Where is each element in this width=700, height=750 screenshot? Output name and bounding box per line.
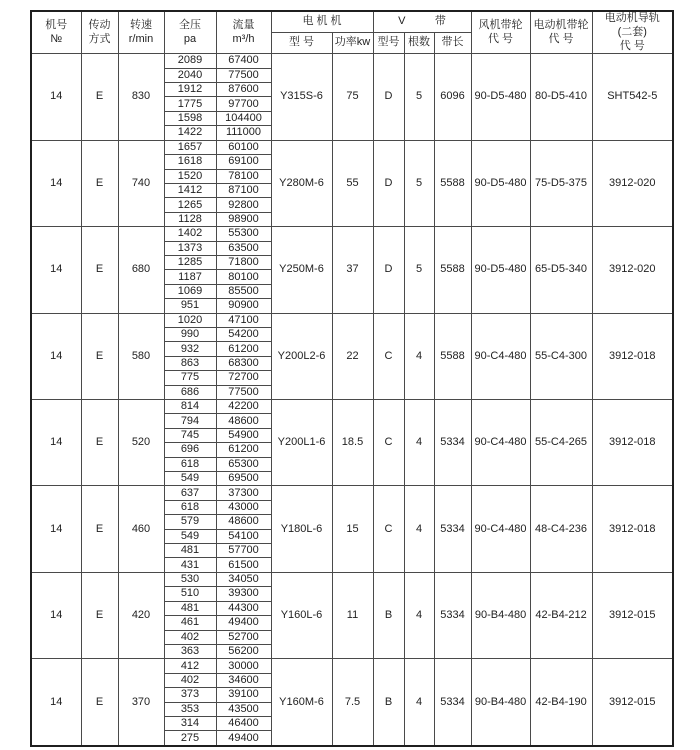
- cell-flow: 54900: [216, 428, 271, 442]
- cell-flow: 77500: [216, 68, 271, 82]
- cell-belt-type: C: [373, 313, 404, 399]
- cell-pressure: 2040: [164, 68, 216, 82]
- cell-flow: 61200: [216, 443, 271, 457]
- table-row: [31, 54, 673, 68]
- cell-pressure: 1265: [164, 198, 216, 212]
- cell-pressure: 1285: [164, 255, 216, 269]
- cell-rail-code: 3912-018: [592, 313, 673, 399]
- header-pressure-line1: 全压: [179, 18, 201, 31]
- cell-belt-length: 5334: [434, 400, 471, 486]
- cell-motor-pulley: 48-C4-236: [530, 486, 592, 572]
- header-motor-rail-line1: 电动机导轨: [604, 12, 660, 24]
- cell-flow: 97700: [216, 97, 271, 111]
- cell-pressure: 2089: [164, 54, 216, 68]
- cell-belt-count: 4: [404, 486, 434, 572]
- cell-drive-mode: E: [81, 140, 118, 226]
- header-motor-group: 电 机 机: [271, 11, 373, 32]
- cell-motor-power: 11: [332, 572, 373, 658]
- cell-pressure: 775: [164, 371, 216, 385]
- cell-flow: 48600: [216, 515, 271, 529]
- cell-belt-count: 5: [404, 227, 434, 313]
- header-pressure-line2: pa: [183, 32, 197, 45]
- cell-belt-type: B: [373, 572, 404, 658]
- cell-fan-pulley: 90-C4-480: [471, 400, 530, 486]
- cell-flow: 78100: [216, 169, 271, 183]
- header-motor-pulley: [530, 11, 592, 54]
- cell-belt-length: 5588: [434, 313, 471, 399]
- cell-flow: 87100: [216, 183, 271, 197]
- cell-motor-power: 22: [332, 313, 373, 399]
- cell-belt-length: 5334: [434, 659, 471, 746]
- cell-flow: 34600: [216, 673, 271, 687]
- cell-pressure: 1373: [164, 241, 216, 255]
- cell-motor-model: Y180L-6: [271, 486, 332, 572]
- cell-pressure: 863: [164, 356, 216, 370]
- cell-flow: 44300: [216, 601, 271, 615]
- cell-drive-mode: E: [81, 54, 118, 140]
- cell-flow: 49400: [216, 731, 271, 746]
- header-motor-rail-line3: 代 号: [619, 39, 645, 52]
- cell-pressure: 1657: [164, 140, 216, 154]
- header-flow: [216, 11, 271, 54]
- header-fan-pulley-line1: 风机带轮: [478, 18, 523, 31]
- cell-speed: 830: [118, 54, 164, 140]
- cell-speed: 580: [118, 313, 164, 399]
- cell-pressure: 1412: [164, 183, 216, 197]
- cell-motor-model: Y200L2-6: [271, 313, 332, 399]
- cell-pressure: 549: [164, 529, 216, 543]
- cell-motor-power: 18.5: [332, 400, 373, 486]
- header-vbelt-word: 带: [434, 15, 446, 28]
- cell-rail-code: 3912-018: [592, 486, 673, 572]
- cell-pressure: 1520: [164, 169, 216, 183]
- cell-drive-mode: E: [81, 400, 118, 486]
- cell-rail-code: 3912-015: [592, 659, 673, 746]
- cell-fan-pulley: 90-C4-480: [471, 486, 530, 572]
- cell-fan-pulley: 90-C4-480: [471, 313, 530, 399]
- cell-flow: 54200: [216, 327, 271, 341]
- cell-flow: 71800: [216, 255, 271, 269]
- cell-flow: 98900: [216, 212, 271, 226]
- cell-flow: 77500: [216, 385, 271, 399]
- cell-machine-no: 14: [31, 313, 81, 399]
- cell-motor-model: Y280M-6: [271, 140, 332, 226]
- cell-pressure: 951: [164, 299, 216, 313]
- cell-machine-no: 14: [31, 140, 81, 226]
- cell-flow: 34050: [216, 572, 271, 586]
- header-belt-length: 带长: [434, 32, 471, 53]
- cell-belt-count: 5: [404, 140, 434, 226]
- cell-belt-length: 5334: [434, 486, 471, 572]
- cell-pressure: 1402: [164, 227, 216, 241]
- cell-belt-count: 4: [404, 659, 434, 746]
- cell-flow: 67400: [216, 54, 271, 68]
- cell-flow: 87600: [216, 83, 271, 97]
- header-vbelt-group: [373, 11, 471, 32]
- table-row: [31, 140, 673, 154]
- cell-pressure: 1912: [164, 83, 216, 97]
- cell-motor-pulley: 42-B4-190: [530, 659, 592, 746]
- header-flow-line1: 流量: [232, 18, 255, 31]
- cell-speed: 460: [118, 486, 164, 572]
- cell-pressure: 1128: [164, 212, 216, 226]
- header-machine-no-line2: №: [50, 32, 63, 45]
- cell-pressure: 1187: [164, 270, 216, 284]
- cell-flow: 43500: [216, 702, 271, 716]
- cell-fan-pulley: 90-B4-480: [471, 659, 530, 746]
- cell-flow: 69500: [216, 472, 271, 486]
- cell-belt-length: 5334: [434, 572, 471, 658]
- cell-flow: 48600: [216, 414, 271, 428]
- header-flow-line2: m³/h: [232, 32, 255, 45]
- table-row: [31, 659, 673, 673]
- cell-flow: 56200: [216, 644, 271, 658]
- cell-motor-model: Y250M-6: [271, 227, 332, 313]
- header-motor-rail-line2: (二套): [617, 25, 647, 38]
- cell-speed: 420: [118, 572, 164, 658]
- cell-belt-type: C: [373, 400, 404, 486]
- header-speed-line2: r/min: [128, 32, 154, 45]
- cell-belt-count: 4: [404, 400, 434, 486]
- cell-flow: 52700: [216, 630, 271, 644]
- table-header: [31, 11, 673, 54]
- cell-drive-mode: E: [81, 486, 118, 572]
- cell-pressure: 481: [164, 544, 216, 558]
- table-row: [31, 400, 673, 414]
- header-pressure: [164, 11, 216, 54]
- cell-machine-no: 14: [31, 659, 81, 746]
- cell-flow: 60100: [216, 140, 271, 154]
- cell-pressure: 745: [164, 428, 216, 442]
- spec-table: [30, 10, 674, 747]
- cell-flow: 65300: [216, 457, 271, 471]
- cell-flow: 68300: [216, 356, 271, 370]
- cell-motor-pulley: 55-C4-300: [530, 313, 592, 399]
- cell-flow: 92800: [216, 198, 271, 212]
- cell-motor-model: Y160L-6: [271, 572, 332, 658]
- cell-flow: 61200: [216, 342, 271, 356]
- cell-fan-pulley: 90-D5-480: [471, 54, 530, 140]
- cell-pressure: 686: [164, 385, 216, 399]
- cell-machine-no: 14: [31, 486, 81, 572]
- cell-pressure: 579: [164, 515, 216, 529]
- cell-belt-type: C: [373, 486, 404, 572]
- cell-flow: 85500: [216, 284, 271, 298]
- cell-pressure: 1598: [164, 111, 216, 125]
- cell-pressure: 990: [164, 327, 216, 341]
- cell-speed: 370: [118, 659, 164, 746]
- cell-flow: 39100: [216, 688, 271, 702]
- table-row: [31, 572, 673, 586]
- cell-machine-no: 14: [31, 227, 81, 313]
- cell-fan-pulley: 90-D5-480: [471, 227, 530, 313]
- table-row: [31, 486, 673, 500]
- cell-machine-no: 14: [31, 400, 81, 486]
- cell-flow: 90900: [216, 299, 271, 313]
- cell-pressure: 373: [164, 688, 216, 702]
- header-machine-no-line1: 机号: [45, 18, 68, 31]
- cell-pressure: 1422: [164, 126, 216, 140]
- cell-pressure: 932: [164, 342, 216, 356]
- cell-belt-count: 4: [404, 313, 434, 399]
- cell-pressure: 696: [164, 443, 216, 457]
- cell-pressure: 1775: [164, 97, 216, 111]
- header-belt-type: 型号: [373, 32, 404, 53]
- header-drive-line1: 传动: [88, 18, 111, 31]
- cell-pressure: 510: [164, 587, 216, 601]
- cell-drive-mode: E: [81, 572, 118, 658]
- cell-pressure: 637: [164, 486, 216, 500]
- cell-motor-pulley: 75-D5-375: [530, 140, 592, 226]
- cell-pressure: 363: [164, 644, 216, 658]
- cell-fan-pulley: 90-B4-480: [471, 572, 530, 658]
- cell-flow: 69100: [216, 155, 271, 169]
- cell-pressure: 549: [164, 472, 216, 486]
- header-speed: [118, 11, 164, 54]
- cell-flow: 47100: [216, 313, 271, 327]
- cell-flow: 37300: [216, 486, 271, 500]
- cell-motor-model: Y315S-6: [271, 54, 332, 140]
- cell-pressure: 530: [164, 572, 216, 586]
- table-row: [31, 313, 673, 327]
- cell-flow: 54100: [216, 529, 271, 543]
- cell-pressure: 618: [164, 500, 216, 514]
- cell-pressure: 402: [164, 673, 216, 687]
- table-body: [31, 54, 673, 746]
- cell-pressure: 353: [164, 702, 216, 716]
- header-motor-rail: [592, 11, 673, 54]
- cell-pressure: 814: [164, 400, 216, 414]
- cell-drive-mode: E: [81, 659, 118, 746]
- header-motor-pulley-line2: 代 号: [548, 32, 574, 45]
- cell-pressure: 402: [164, 630, 216, 644]
- cell-motor-power: 75: [332, 54, 373, 140]
- cell-pressure: 1618: [164, 155, 216, 169]
- cell-pressure: 1020: [164, 313, 216, 327]
- cell-flow: 49400: [216, 616, 271, 630]
- cell-speed: 680: [118, 227, 164, 313]
- cell-flow: 57700: [216, 544, 271, 558]
- cell-flow: 72700: [216, 371, 271, 385]
- cell-pressure: 461: [164, 616, 216, 630]
- cell-machine-no: 14: [31, 572, 81, 658]
- cell-fan-pulley: 90-D5-480: [471, 140, 530, 226]
- cell-drive-mode: E: [81, 227, 118, 313]
- header-motor-power: 功率kw: [332, 32, 373, 53]
- cell-motor-power: 7.5: [332, 659, 373, 746]
- cell-rail-code: SHT542-5: [592, 54, 673, 140]
- cell-flow: 104400: [216, 111, 271, 125]
- cell-motor-model: Y200L1-6: [271, 400, 332, 486]
- cell-pressure: 275: [164, 731, 216, 746]
- cell-flow: 39300: [216, 587, 271, 601]
- cell-belt-count: 4: [404, 572, 434, 658]
- cell-pressure: 794: [164, 414, 216, 428]
- cell-belt-length: 6096: [434, 54, 471, 140]
- cell-drive-mode: E: [81, 313, 118, 399]
- cell-flow: 55300: [216, 227, 271, 241]
- header-fan-pulley: [471, 11, 530, 54]
- header-drive-line2: 方式: [88, 32, 111, 45]
- header-speed-line1: 转速: [130, 18, 152, 31]
- cell-motor-pulley: 65-D5-340: [530, 227, 592, 313]
- cell-motor-pulley: 42-B4-212: [530, 572, 592, 658]
- cell-motor-power: 15: [332, 486, 373, 572]
- cell-pressure: 431: [164, 558, 216, 572]
- cell-rail-code: 3912-015: [592, 572, 673, 658]
- cell-belt-type: D: [373, 140, 404, 226]
- cell-belt-type: D: [373, 227, 404, 313]
- header-motor-pulley-line1: 电动机带轮: [533, 18, 589, 31]
- cell-speed: 740: [118, 140, 164, 226]
- cell-flow: 43000: [216, 500, 271, 514]
- cell-belt-type: B: [373, 659, 404, 746]
- cell-rail-code: 3912-018: [592, 400, 673, 486]
- cell-rail-code: 3912-020: [592, 140, 673, 226]
- cell-flow: 46400: [216, 716, 271, 730]
- header-belt-count: 根数: [404, 32, 434, 53]
- cell-motor-pulley: 80-D5-410: [530, 54, 592, 140]
- cell-belt-type: D: [373, 54, 404, 140]
- cell-pressure: 314: [164, 716, 216, 730]
- cell-flow: 111000: [216, 126, 271, 140]
- cell-machine-no: 14: [31, 54, 81, 140]
- cell-pressure: 1069: [164, 284, 216, 298]
- cell-pressure: 412: [164, 659, 216, 673]
- cell-pressure: 618: [164, 457, 216, 471]
- cell-flow: 63500: [216, 241, 271, 255]
- cell-rail-code: 3912-020: [592, 227, 673, 313]
- cell-motor-power: 37: [332, 227, 373, 313]
- cell-flow: 61500: [216, 558, 271, 572]
- cell-belt-count: 5: [404, 54, 434, 140]
- table-row: [31, 227, 673, 241]
- header-fan-pulley-line2: 代 号: [487, 32, 514, 45]
- cell-flow: 42200: [216, 400, 271, 414]
- cell-pressure: 481: [164, 601, 216, 615]
- header-vbelt-letter: V: [398, 15, 406, 28]
- header-motor-model: 型 号: [271, 32, 332, 53]
- cell-motor-pulley: 55-C4-265: [530, 400, 592, 486]
- cell-motor-power: 55: [332, 140, 373, 226]
- cell-speed: 520: [118, 400, 164, 486]
- cell-belt-length: 5588: [434, 227, 471, 313]
- cell-flow: 80100: [216, 270, 271, 284]
- header-machine-no: [31, 11, 81, 54]
- cell-motor-model: Y160M-6: [271, 659, 332, 746]
- cell-flow: 30000: [216, 659, 271, 673]
- header-drive-mode: [81, 11, 118, 54]
- cell-belt-length: 5588: [434, 140, 471, 226]
